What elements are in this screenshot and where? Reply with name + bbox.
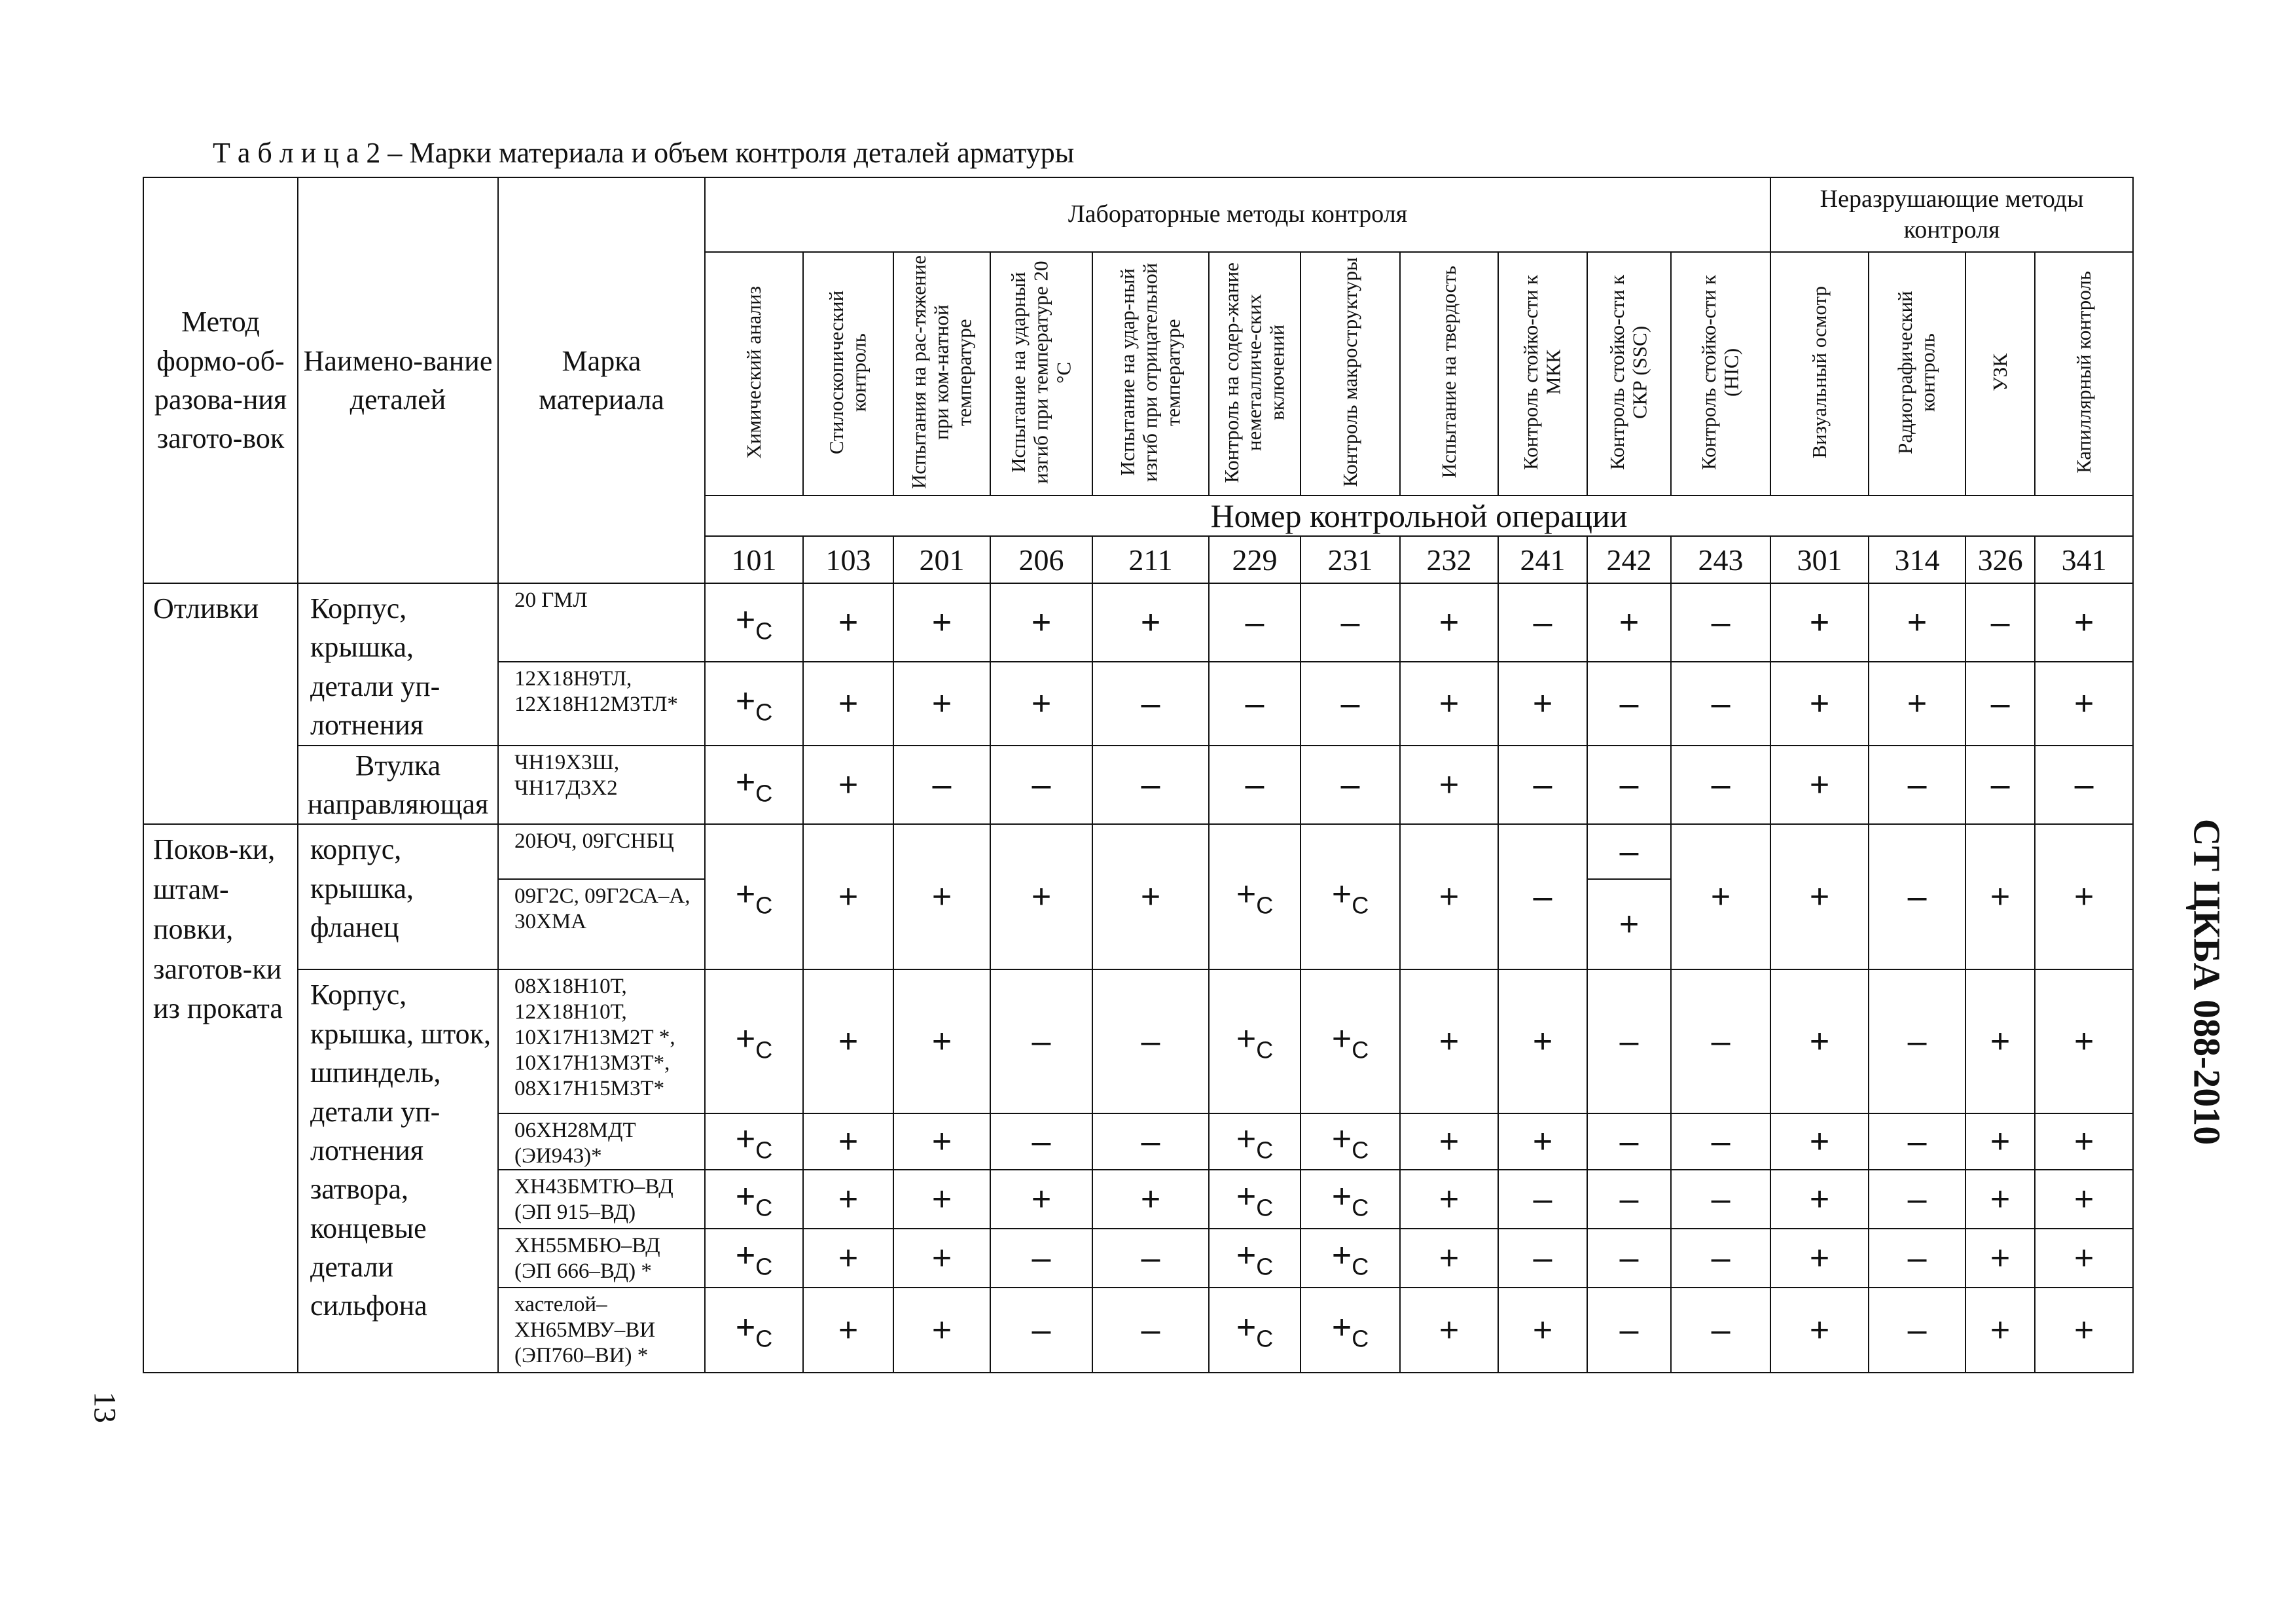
mark-cell: +: [1400, 1288, 1498, 1373]
op-number: 103: [803, 536, 893, 583]
mark-cell: –: [893, 746, 990, 825]
op-number: 229: [1209, 536, 1300, 583]
mark-cell: –: [1869, 969, 1965, 1113]
mark-cell: +: [1400, 1170, 1498, 1229]
mark-cell: $+_С$: [1209, 969, 1300, 1113]
header-row-groups: [143, 177, 2133, 252]
mark-cell: –: [2035, 746, 2133, 825]
mark-cell: +: [1770, 1113, 1869, 1170]
mark-cell: +: [1770, 824, 1869, 969]
mark-cell: –: [1671, 1229, 1770, 1288]
mark-cell: –: [1671, 1113, 1770, 1170]
mark-cell: +: [1400, 824, 1498, 969]
col-header: Испытание на ударный изгиб при температуре 20 °С: [990, 252, 1092, 496]
mark-cell: +: [803, 969, 893, 1113]
mark-cell: +: [1770, 746, 1869, 825]
mark-cell: –: [1300, 583, 1400, 662]
mark-cell: +: [1869, 662, 1965, 745]
col-header: Контроль макроструктуры: [1300, 252, 1400, 496]
mark-cell: –: [1587, 824, 1671, 879]
mark-cell: +: [1587, 879, 1671, 969]
mark-cell: +: [990, 1170, 1092, 1229]
table-row: [143, 583, 2133, 662]
mark-cell: +: [1092, 824, 1209, 969]
mark-cell: +: [1965, 1229, 2035, 1288]
mark-cell: –: [1671, 746, 1770, 825]
material-grade: 20 ГМЛ: [498, 583, 705, 662]
mark-cell: +: [2035, 1170, 2133, 1229]
mark-cell: –: [1965, 662, 2035, 745]
material-grade: 09Г2С, 09Г2СА–А, 30ХМА: [498, 879, 705, 969]
part-name: Корпус, крышка, шток, шпиндель, детали уп-лотнения затвора, концевые детали сильфона: [298, 969, 498, 1373]
mark-cell: +: [2035, 1113, 2133, 1170]
mark-cell: +: [893, 583, 990, 662]
material-grade: 12Х18Н9ТЛ, 12Х18Н12М3ТЛ*: [498, 662, 705, 745]
op-number: 241: [1498, 536, 1587, 583]
mark-cell: –: [1869, 1113, 1965, 1170]
mark-cell: –: [1498, 1170, 1587, 1229]
part-name: Втулка направляющая: [298, 746, 498, 825]
mark-cell: +: [1400, 969, 1498, 1113]
mark-cell: –: [1498, 583, 1587, 662]
mark-cell: +: [1770, 662, 1869, 745]
mark-cell: +: [1869, 583, 1965, 662]
mark-cell: +: [803, 662, 893, 745]
op-number: 341: [2035, 536, 2133, 583]
part-name: Корпус, крышка, детали уп-лотнения: [298, 583, 498, 746]
mark-cell: $+_С$: [1209, 1288, 1300, 1373]
table-row: [143, 969, 2133, 1113]
mark-cell: –: [1092, 1229, 1209, 1288]
mark-cell: +: [1400, 1113, 1498, 1170]
mark-cell: $+_С$: [705, 969, 803, 1113]
op-number-label: Номер контрольной операции: [705, 496, 2133, 536]
mark-cell: –: [1209, 662, 1300, 745]
mark-cell: +: [2035, 969, 2133, 1113]
op-number: 101: [705, 536, 803, 583]
op-number: 232: [1400, 536, 1498, 583]
mark-cell: $+_С$: [705, 1288, 803, 1373]
op-number: 231: [1300, 536, 1400, 583]
mark-cell: +: [803, 583, 893, 662]
col-header: Химический анализ: [705, 252, 803, 496]
col-header: Испытание на удар-ный изгиб при отрицательной температуре: [1092, 252, 1209, 496]
mark-cell: $+_С$: [1209, 1113, 1300, 1170]
material-grade: 06ХН28МДТ (ЭИ943)*: [498, 1113, 705, 1170]
mark-cell: +: [893, 969, 990, 1113]
mark-cell: $+_С$: [1209, 824, 1300, 969]
mark-cell: +: [803, 824, 893, 969]
mark-cell: +: [1770, 583, 1869, 662]
mark-cell: –: [1869, 1288, 1965, 1373]
mark-cell: $+_С$: [705, 583, 803, 662]
mark-cell: –: [1587, 1170, 1671, 1229]
table-row: [143, 746, 2133, 825]
mark-cell: –: [1092, 1288, 1209, 1373]
col-header: Визуальный осмотр: [1770, 252, 1869, 496]
op-number: 211: [1092, 536, 1209, 583]
mark-cell: +: [1671, 824, 1770, 969]
mark-cell: +: [1770, 969, 1869, 1113]
mark-cell: +: [893, 662, 990, 745]
table-row: [143, 824, 2133, 879]
mark-cell: –: [1092, 662, 1209, 745]
document-code: СТ ЦКБА 088-2010: [2185, 818, 2229, 1146]
mark-cell: $+_С$: [705, 1229, 803, 1288]
mark-cell: +: [803, 1170, 893, 1229]
op-number: 301: [1770, 536, 1869, 583]
mark-cell: +: [990, 662, 1092, 745]
mark-cell: –: [1587, 1288, 1671, 1373]
mark-cell: –: [990, 1288, 1092, 1373]
mark-cell: –: [1498, 746, 1587, 825]
col-header: Стилоскопический контроль: [803, 252, 893, 496]
header-grade: Марка материала: [498, 177, 705, 583]
control-table: [143, 177, 2134, 1373]
col-header: Контроль стойко-сти к (HIC): [1671, 252, 1770, 496]
mark-cell: +: [1400, 746, 1498, 825]
mark-cell: –: [1671, 662, 1770, 745]
mark-cell: +: [1770, 1288, 1869, 1373]
page-number: 13: [87, 1392, 122, 1423]
mark-cell: $+_С$: [705, 824, 803, 969]
group-forgings: Поков-ки, штам-повки, заготов-ки из проката: [143, 824, 298, 1373]
mark-cell: +: [1092, 583, 1209, 662]
mark-cell: $+_С$: [1300, 1170, 1400, 1229]
col-header: Радиографический контроль: [1869, 252, 1965, 496]
mark-cell: +: [1965, 1113, 2035, 1170]
mark-cell: $+_С$: [705, 1113, 803, 1170]
header-method: Метод формо-об-разова-ния загото-вок: [143, 177, 298, 583]
mark-cell: +: [893, 1113, 990, 1170]
op-number: 201: [893, 536, 990, 583]
mark-cell: +: [893, 824, 990, 969]
mark-cell: +: [2035, 662, 2133, 745]
mark-cell: –: [990, 1113, 1092, 1170]
mark-cell: –: [1587, 662, 1671, 745]
mark-cell: –: [1587, 1229, 1671, 1288]
material-grade: ЧН19Х3Ш, ЧН17Д3Х2: [498, 746, 705, 825]
mark-cell: +: [803, 1229, 893, 1288]
header-lab-group: Лабораторные методы контроля: [705, 177, 1770, 252]
table-caption: Т а б л и ц а 2 – Марки материала и объем контроля деталей арматуры: [213, 137, 1075, 169]
col-header: Испытания на рас-тяжение при ком-натной температуре: [893, 252, 990, 496]
material-grade: хастелой– ХН65МВУ–ВИ (ЭП760–ВИ) *: [498, 1288, 705, 1373]
mark-cell: +: [1965, 1170, 2035, 1229]
mark-cell: –: [1869, 1170, 1965, 1229]
op-number: 326: [1965, 536, 2035, 583]
mark-cell: –: [1092, 746, 1209, 825]
mark-cell: –: [1498, 824, 1587, 969]
material-grade: ХН43БМТЮ–ВД (ЭП 915–ВД): [498, 1170, 705, 1229]
mark-cell: –: [1671, 583, 1770, 662]
mark-cell: +: [2035, 824, 2133, 969]
mark-cell: –: [1965, 583, 2035, 662]
col-header: УЗК: [1965, 252, 2035, 496]
mark-cell: +: [893, 1170, 990, 1229]
material-grade: 20ЮЧ, 09ГСНБЦ: [498, 824, 705, 879]
mark-cell: –: [1965, 746, 2035, 825]
mark-cell: +: [803, 1288, 893, 1373]
mark-cell: –: [1209, 583, 1300, 662]
mark-cell: $+_С$: [1300, 1229, 1400, 1288]
mark-cell: –: [990, 969, 1092, 1113]
mark-cell: $+_С$: [705, 746, 803, 825]
mark-cell: +: [1400, 1229, 1498, 1288]
mark-cell: +: [1498, 1113, 1587, 1170]
mark-cell: –: [1869, 824, 1965, 969]
col-header: Испытание на твердость: [1400, 252, 1498, 496]
mark-cell: +: [1965, 969, 2035, 1113]
mark-cell: +: [1400, 662, 1498, 745]
mark-cell: $+_С$: [705, 1170, 803, 1229]
mark-cell: +: [1587, 583, 1671, 662]
header-part: Наимено-вание деталей: [298, 177, 498, 583]
mark-cell: +: [1498, 1288, 1587, 1373]
mark-cell: +: [1400, 583, 1498, 662]
op-number: 243: [1671, 536, 1770, 583]
op-number: 242: [1587, 536, 1671, 583]
part-name: корпус, крышка, фланец: [298, 824, 498, 969]
mark-cell: +: [2035, 1229, 2133, 1288]
op-number: 314: [1869, 536, 1965, 583]
mark-cell: –: [1300, 662, 1400, 745]
mark-cell: –: [1092, 1113, 1209, 1170]
mark-cell: +: [803, 746, 893, 825]
mark-cell: +: [1965, 1288, 2035, 1373]
header-ndt-group: Неразрушающие методы контроля: [1770, 177, 2133, 252]
group-castings: Отливки: [143, 583, 298, 824]
col-header: Контроль стойко-сти к МКК: [1498, 252, 1587, 496]
mark-cell: –: [1498, 1229, 1587, 1288]
mark-cell: +: [893, 1229, 990, 1288]
mark-cell: –: [1671, 1288, 1770, 1373]
mark-cell: –: [1300, 746, 1400, 825]
mark-cell: +: [1965, 824, 2035, 969]
material-grade: 08Х18Н10Т, 12Х18Н10Т, 10Х17Н13М2Т *, 10Х17Н13М3Т*, 08Х17Н15М3Т*: [498, 969, 705, 1113]
mark-cell: –: [990, 1229, 1092, 1288]
mark-cell: +: [1770, 1170, 1869, 1229]
mark-cell: +: [1498, 969, 1587, 1113]
mark-cell: +: [1770, 1229, 1869, 1288]
col-header: Капиллярный контроль: [2035, 252, 2133, 496]
mark-cell: +: [990, 824, 1092, 969]
op-number: 206: [990, 536, 1092, 583]
material-grade: ХН55МБЮ–ВД (ЭП 666–ВД) *: [498, 1229, 705, 1288]
mark-cell: +: [1498, 662, 1587, 745]
mark-cell: –: [1587, 969, 1671, 1113]
mark-cell: –: [1587, 746, 1671, 825]
mark-cell: –: [1869, 1229, 1965, 1288]
mark-cell: +: [2035, 1288, 2133, 1373]
mark-cell: –: [1869, 746, 1965, 825]
mark-cell: $+_С$: [705, 662, 803, 745]
mark-cell: $+_С$: [1209, 1229, 1300, 1288]
mark-cell: –: [1671, 969, 1770, 1113]
mark-cell: +: [990, 583, 1092, 662]
mark-cell: –: [990, 746, 1092, 825]
mark-cell: –: [1587, 1113, 1671, 1170]
mark-cell: +: [2035, 583, 2133, 662]
mark-cell: $+_С$: [1300, 1113, 1400, 1170]
mark-cell: +: [803, 1113, 893, 1170]
mark-cell: +: [1092, 1170, 1209, 1229]
col-header: Контроль на содер-жание неметалличе-ских включений: [1209, 252, 1300, 496]
mark-cell: –: [1092, 969, 1209, 1113]
mark-cell: +: [893, 1288, 990, 1373]
mark-cell: $+_С$: [1300, 969, 1400, 1113]
mark-cell: –: [1209, 746, 1300, 825]
mark-cell: –: [1671, 1170, 1770, 1229]
mark-cell: $+_С$: [1300, 1288, 1400, 1373]
mark-cell: $+_С$: [1300, 824, 1400, 969]
mark-cell: $+_С$: [1209, 1170, 1300, 1229]
col-header: Контроль стойко-сти к СКР (SSC): [1587, 252, 1671, 496]
